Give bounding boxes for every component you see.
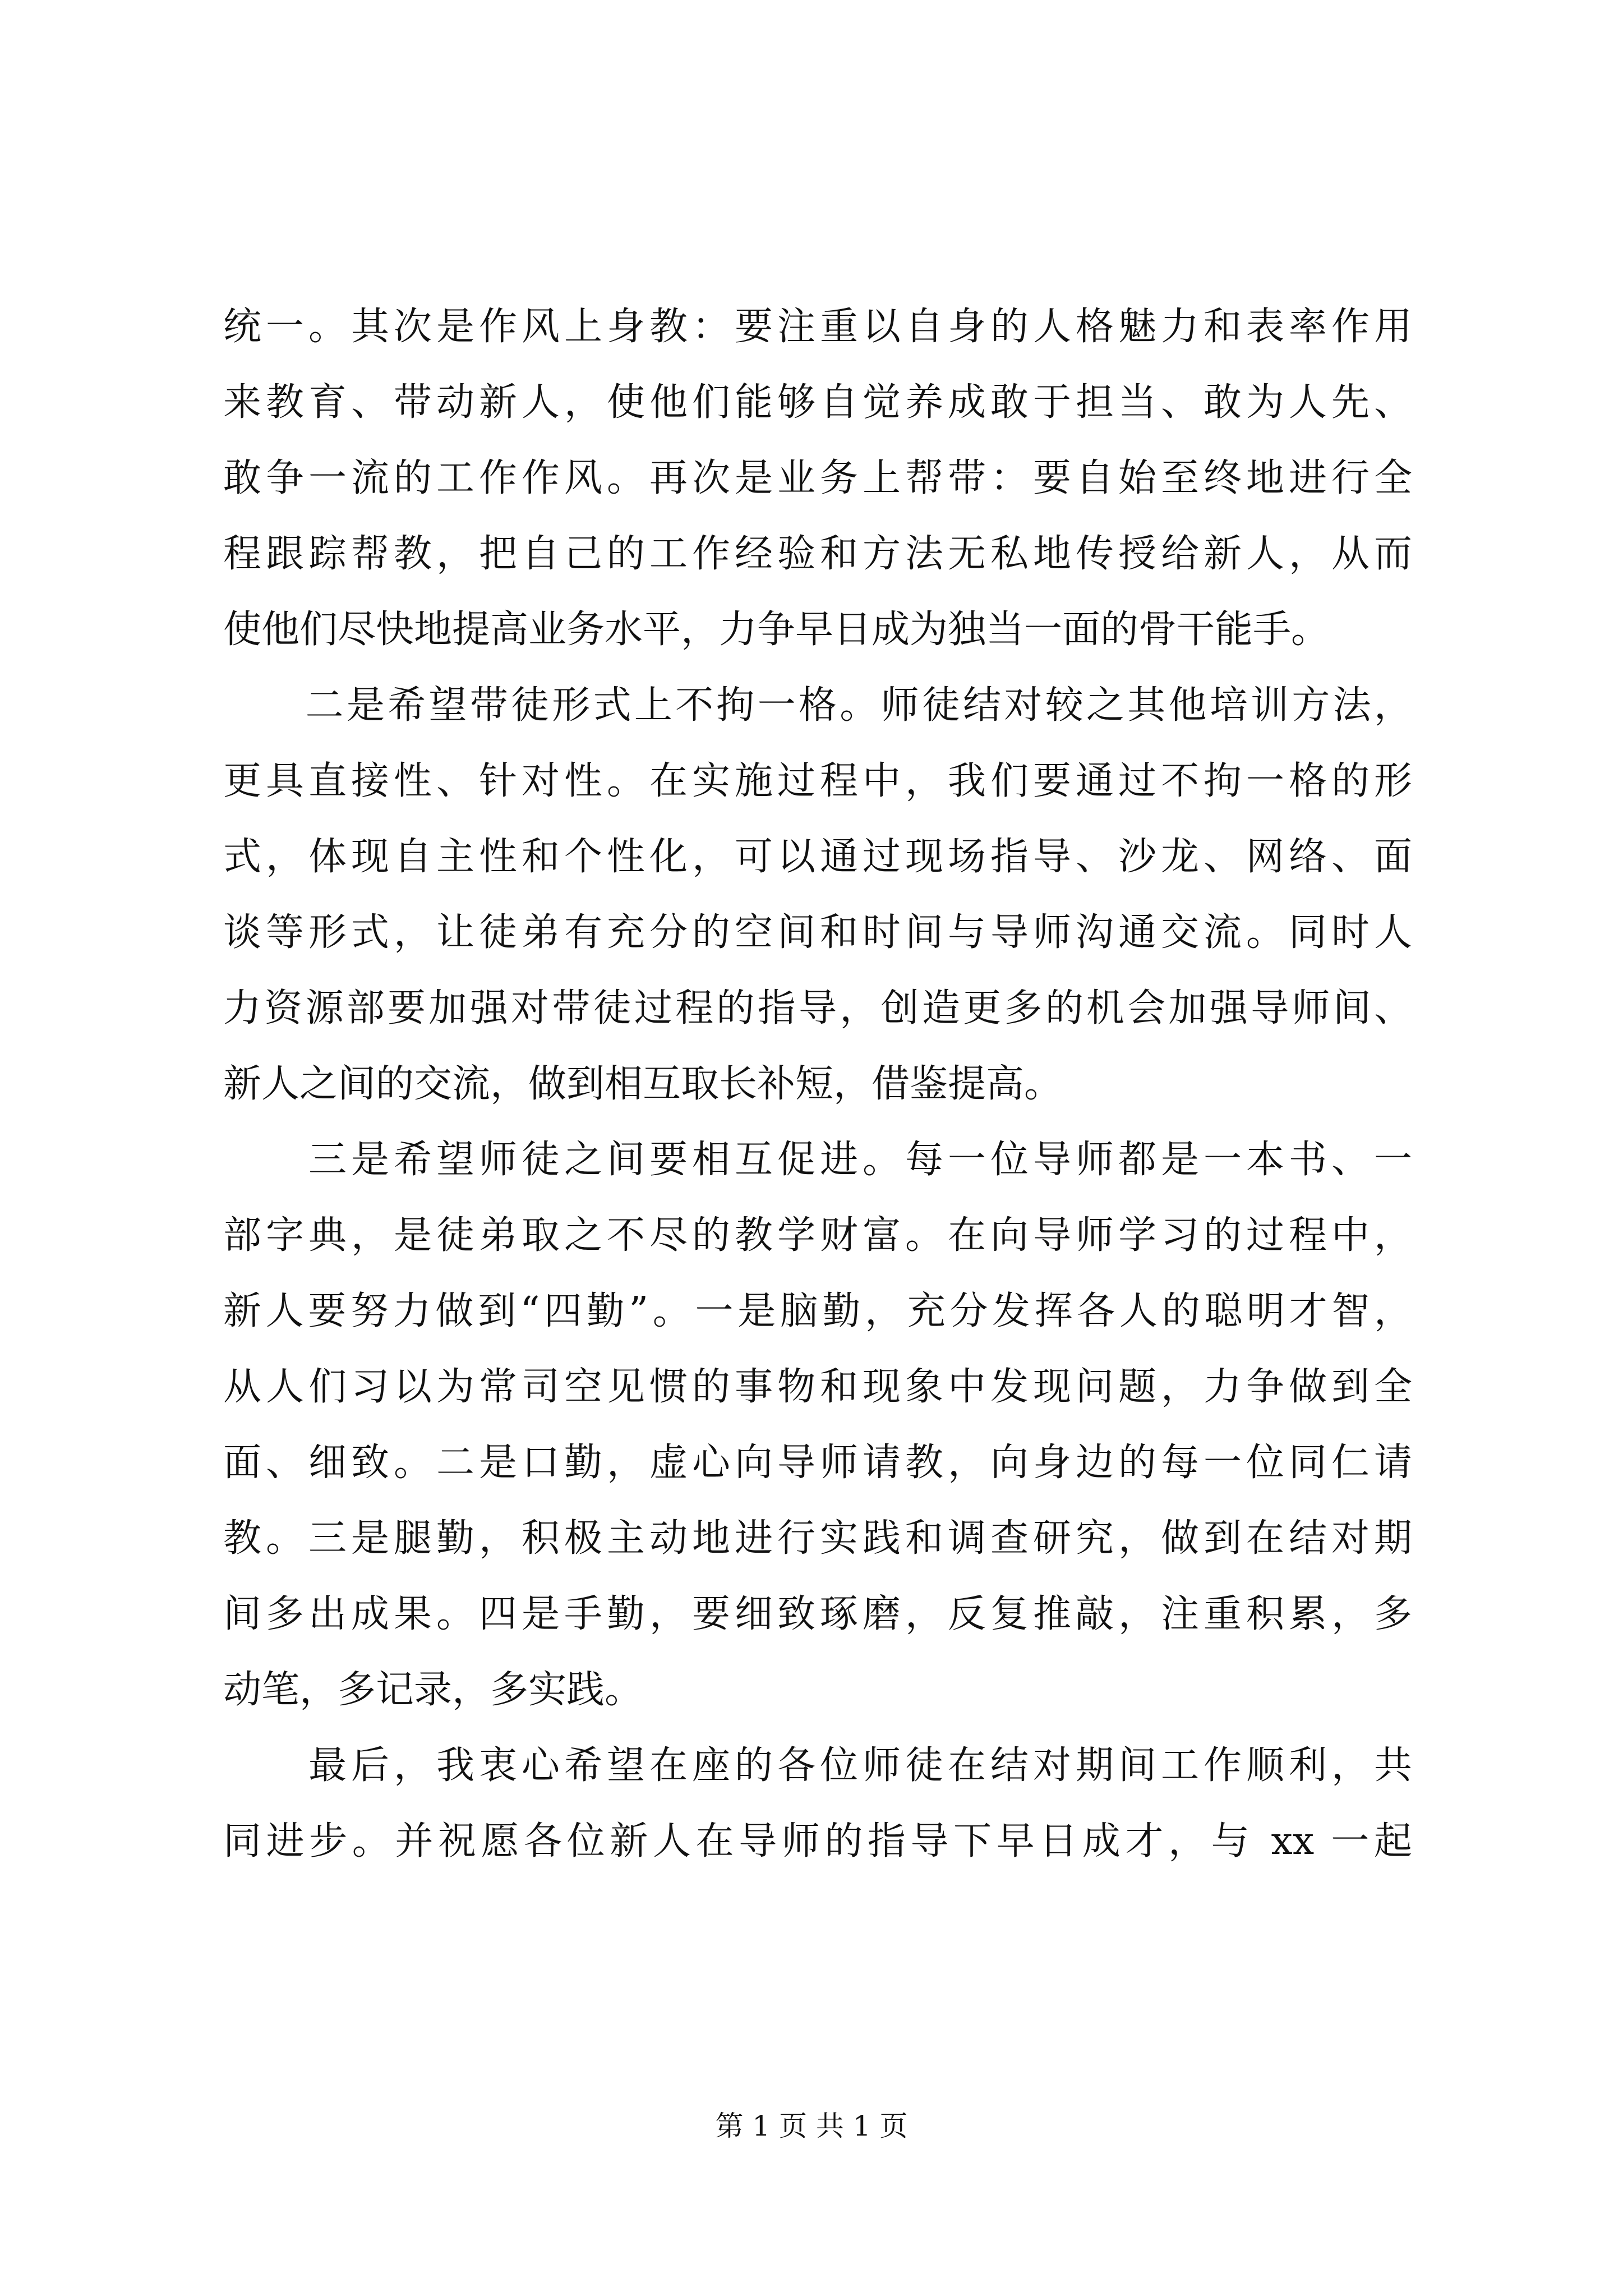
text-line: 从人们习以为常司空见惯的事物和现象中发现问题，力争做到全 — [223, 1365, 1412, 1409]
text-line: 统一。其次是作风上身教：要注重以自身的人格魅力和表率作用 — [223, 305, 1412, 349]
text-line: 使他们尽快地提高业务水平，力争早日成为独当一面的骨干能手。 — [223, 608, 1330, 652]
text-line: 面、细致。二是口勤，虚心向导师请教，向身边的每一位同仁请 — [223, 1441, 1412, 1485]
text-line: 动笔，多记录，多实践。 — [223, 1668, 643, 1712]
body-text — [223, 289, 1412, 1879]
text-line: 谈等形式，让徒弟有充分的空间和时间与导师沟通交流。同时人 — [223, 910, 1412, 955]
text-line: 式，体现自主性和个性化，可以通过现场指导、沙龙、网络、面 — [223, 835, 1412, 879]
text-line: 最后，我衷心希望在座的各位师徒在结对期间工作顺利，共 — [223, 1743, 1412, 1788]
text-line: 新人之间的交流，做到相互取长补短，借鉴提高。 — [223, 1062, 1063, 1106]
page-footer: 第 1 页 共 1 页 — [715, 2110, 908, 2142]
text-line: 新人要努力做到“四勤”。一是脑勤，充分发挥各人的聪明才智， — [223, 1289, 1412, 1333]
text-line: 来教育、带动新人，使他们能够自觉养成敢于担当、敢为人先、 — [223, 380, 1412, 425]
text-line: 程跟踪帮教，把自己的工作经验和方法无私地传授给新人，从而 — [223, 532, 1412, 576]
text-line: 敢争一流的工作作风。再次是业务上帮带：要自始至终地进行全 — [223, 456, 1412, 500]
text-line: 间多出成果。四是手勤，要细致琢磨，反复推敲，注重积累，多 — [223, 1592, 1412, 1636]
text-line: 同进步。并祝愿各位新人在导师的指导下早日成才，与 xx 一起 — [223, 1819, 1412, 1864]
text-line: 二是希望带徒形式上不拘一格。师徒结对较之其他培训方法， — [223, 683, 1412, 728]
text-line: 部字典，是徒弟取之不尽的教学财富。在向导师学习的过程中， — [223, 1213, 1412, 1258]
text-line: 力资源部要加强对带徒过程的指导，创造更多的机会加强导师间、 — [223, 986, 1412, 1030]
text-line: 教。三是腿勤，积极主动地进行实践和调查研究，做到在结对期 — [223, 1516, 1412, 1561]
text-line: 更具直接性、针对性。在实施过程中，我们要通过不拘一格的形 — [223, 759, 1412, 803]
text-line: 三是希望师徒之间要相互促进。每一位导师都是一本书、一 — [223, 1138, 1412, 1182]
